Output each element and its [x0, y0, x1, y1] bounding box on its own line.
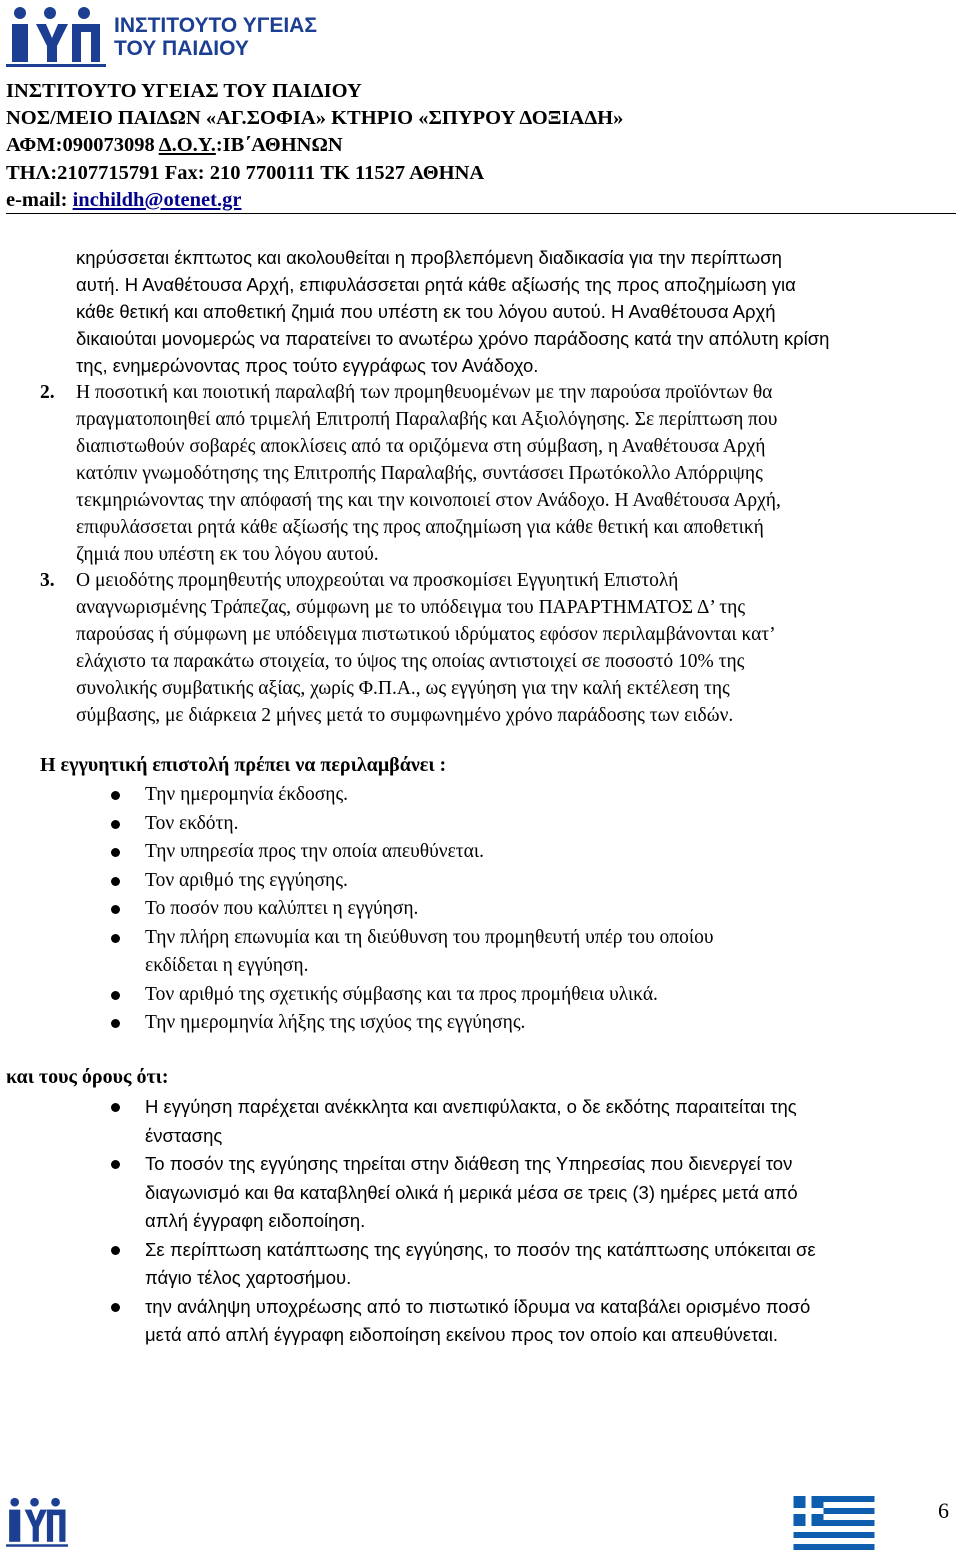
letterhead-tax: [6, 132, 623, 159]
institute-logo-mark-icon: [6, 4, 106, 68]
item-line: συνολικής συμβατικής αξίας, χωρίς Φ.Π.Α., ως εγγύηση για την καλή εκτέλεση της: [76, 678, 730, 699]
bullet-icon: [111, 877, 120, 886]
list-item: Την υπηρεσία προς την οποία απευθύνεται.: [0, 838, 940, 867]
bullet-icon: [111, 1303, 120, 1312]
intro-paragraph: [76, 244, 956, 379]
list-item: Τον εκδότη.: [0, 810, 940, 839]
logo-text-line1: ΙΝΣΤΙΤΟΥΤΟ ΥΓΕΙΑΣ: [114, 14, 317, 37]
intro-line: αυτή. Η Αναθέτουσα Αρχή, επιφυλάσσεται ρητά κάθε αξίωσής της προς αποζημίωση για: [76, 274, 796, 295]
footer-logo-icon: [6, 1496, 68, 1548]
item-line: Η ποσοτική και ποιοτική παραλαβή των προμηθευομένων με την παρούσα προϊόντων θα: [76, 382, 773, 403]
list-item: Την ημερομηνία λήξης της ισχύος της εγγύησης.: [0, 1009, 940, 1038]
page-number: 6: [938, 1498, 949, 1523]
bullet-icon: [111, 934, 120, 943]
item-line: τεκμηριώνοντας την απόφασή της και την κοινοποιεί στον Ανάδοχο. Η Αναθέτουσα Αρχή,: [76, 490, 781, 511]
item-line: παρούσας ή σύμφωνη με υπόδειγμα πιστωτικού ιδρύματος εφόσον περιλαμβάνονται κατ’: [76, 624, 776, 645]
letterhead-institute: ΙΝΣΤΙΤΟΥΤΟ ΥΓΕΙΑΣ ΤΟΥ ΠΑΙΔΙΟΥ: [6, 80, 362, 102]
intro-line: δικαιούται μονομερώς να παρατείνει το ανωτέρω χρόνο παράδοσης κατά την απόλυτη κρίση: [76, 328, 830, 349]
bullet-icon: [111, 1160, 120, 1169]
terms-section-title: και τους όρους ότι:: [6, 1066, 169, 1088]
terms-list: [0, 1093, 940, 1350]
letterhead-email: [6, 187, 623, 214]
list-item: Τον αριθμό της εγγύησης.: [0, 867, 940, 896]
intro-line: της, ενημερώνοντας προς τούτο εγγράφως τον Ανάδοχο.: [76, 355, 539, 376]
letterhead-phone: ΤΗΛ:2107715791 Fax: 210 7700111 ΤΚ 11527 ΑΘΗΝΑ: [6, 161, 485, 184]
bullet-icon: [111, 991, 120, 1000]
header-divider: [6, 213, 956, 214]
bullet-icon: [111, 1019, 120, 1028]
letterhead: [6, 78, 623, 214]
bullet-icon: [111, 1246, 120, 1255]
guarantee-contents-list: [0, 781, 940, 1038]
tax-office: :ΙΒ΄ΑΘΗΝΩΝ: [215, 134, 343, 157]
item-line: πραγματοποιηθεί από τριμελή Επιτροπή Παραλαβής και Αξιολόγησης. Σε περίπτωση που: [76, 409, 778, 430]
list-item: την ανάληψη υποχρέωσης από το πιστωτικό ίδρυμα να καταβάλει ορισμένο ποσό μετά από απλή έγγραφη ειδοποίηση εκείνου προς τον οποίο και απευθύνεται.: [0, 1293, 940, 1350]
list-item: Την ημερομηνία έκδοσης.: [0, 781, 940, 810]
tax-office-label: Δ.Ο.Υ.: [158, 134, 216, 157]
list-item: Τον αριθμό της σχετικής σύμβασης και τα προς προμήθεια υλικά.: [0, 981, 940, 1010]
list-item: Την πλήρη επωνυμία και τη διεύθυνση του προμηθευτή υπέρ του οποίου εκδίδεται η εγγύηση.: [0, 924, 940, 981]
item-number: 2.: [40, 382, 55, 403]
list-item: Το ποσόν που καλύπτει η εγγύηση.: [0, 895, 940, 924]
bullet-icon: [111, 1103, 120, 1112]
greek-flag-icon: [792, 1496, 876, 1550]
item-line: κατόπιν γνωμοδότησης της Επιτροπής Παραλαβής, συντάσσει Πρωτόκολλο Απόρριψης: [76, 463, 763, 484]
item-line: αναγνωρισμένης Τράπεζας, σύμφωνη με το υπόδειγμα του ΠΑΡΑΡΤΗΜΑΤΟΣ Δ’ της: [76, 597, 746, 618]
item-line: Ο μειοδότης προμηθευτής υποχρεούται να προσκομίσει Εγγυητική Επιστολή: [76, 570, 679, 591]
intro-line: κάθε θετική και αποθετική ζημιά που υπέστη εκ του λόγου αυτού. Η Αναθέτουσα Αρχή: [76, 301, 776, 322]
bullet-icon: [111, 791, 120, 800]
item-line: διαπιστωθούν σοβαρές αποκλίσεις από τα οριζόμενα στη σύμβαση, η Αναθέτουσα Αρχή: [76, 436, 766, 457]
item-line: σύμβασης, με διάρκεια 2 μήνες μετά το συμφωνημένο χρόνο παράδοσης των ειδών.: [76, 705, 734, 726]
list-item: Το ποσόν της εγγύησης τηρείται στην διάθεση της Υπηρεσίας που διενεργεί τον διαγωνισμό και θα καταβληθεί ολικά ή μερικά μέσα σε τρεις (3) ημέρες μετά από απλή έγγραφη ειδοποίηση.: [0, 1150, 940, 1236]
item-line: επιφυλάσσεται ρητά κάθε αξίωσής της προς αποζημίωση για κάθε θετική και αποθετική: [76, 517, 764, 538]
institute-logo: [6, 4, 336, 68]
numbered-item-2: [40, 379, 956, 568]
bullet-icon: [111, 848, 120, 857]
list-item: Σε περίπτωση κατάπτωσης της εγγύησης, το ποσόν της κατάπτωσης υπόκειται σε πάγιο τέλος χαρτοσήμου.: [0, 1236, 940, 1293]
guarantee-section-title: Η εγγυητική επιστολή πρέπει να περιλαμβάνει :: [40, 754, 447, 776]
bullet-icon: [111, 820, 120, 829]
logo-wordmark: [114, 14, 317, 60]
letterhead-address: ΝΟΣ/ΜΕΙΟ ΠΑΙΔΩΝ «ΑΓ.ΣΟΦΙΑ» ΚΤΗΡΙΟ «ΣΠΥΡΟΥ ΔΟΞΙΑΔΗ»: [6, 107, 624, 130]
bullet-icon: [111, 905, 120, 914]
email-label: e-mail:: [6, 188, 73, 211]
numbered-item-3: [40, 567, 956, 729]
logo-text-line2: ΤΟΥ ΠΑΙΔΙΟΥ: [114, 37, 249, 60]
email-link[interactable]: inchildh@otenet.gr: [72, 188, 242, 211]
list-item: Η εγγύηση παρέχεται ανέκκλητα και ανεπιφύλακτα, ο δε εκδότης παραιτείται της ένστασης: [0, 1093, 940, 1150]
item-number: 3.: [40, 570, 55, 591]
intro-line: κηρύσσεται έκπτωτος και ακολουθείται η προβλεπόμενη διαδικασία για την περίπτωση: [76, 247, 782, 268]
tax-id: ΑΦΜ:090073098: [6, 134, 159, 157]
item-line: ζημιά που υπέστη εκ του λόγου αυτού.: [76, 544, 379, 565]
item-line: ελάχιστο τα παρακάτω στοιχεία, το ύψος της οποίας αντιστοιχεί σε ποσοστό 10% της: [76, 651, 745, 672]
